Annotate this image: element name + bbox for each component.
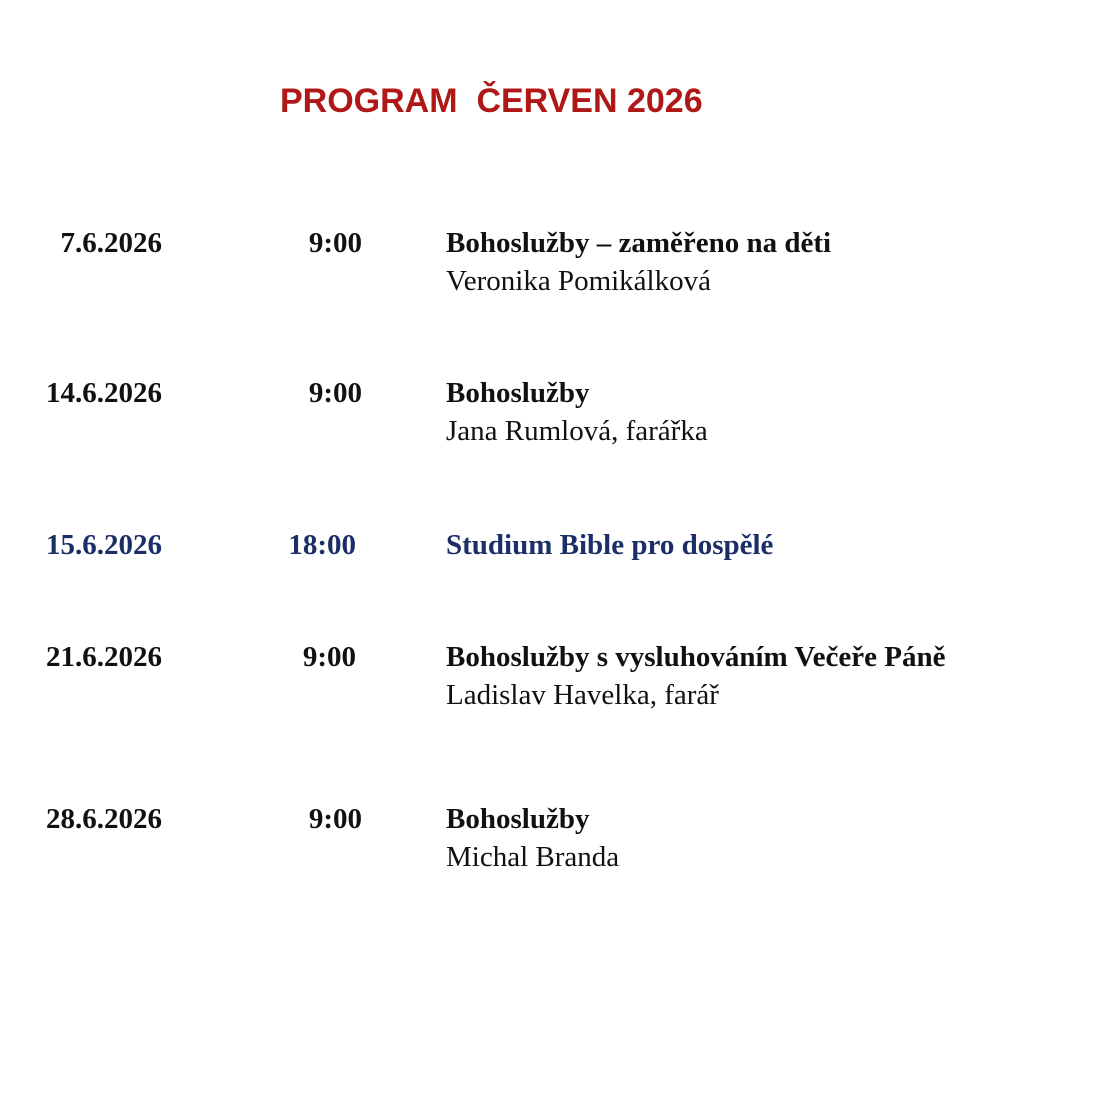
event-date: 7.6.2026 — [60, 227, 162, 259]
event-time: 18:00 — [288, 529, 356, 561]
event-name: Bohoslužby — [446, 377, 590, 409]
event-date: 15.6.2026 — [46, 529, 162, 561]
page-title: PROGRAM ČERVEN 2026 — [280, 82, 703, 120]
event-time: 9:00 — [308, 377, 362, 409]
event-date: 28.6.2026 — [46, 803, 162, 835]
event-person: Ladislav Havelka, farář — [446, 679, 719, 711]
event-name: Bohoslužby — [446, 803, 590, 835]
event-name: Studium Bible pro dospělé — [446, 529, 774, 561]
event-person: Jana Rumlová, farářka — [446, 415, 708, 447]
event-date: 14.6.2026 — [46, 377, 162, 409]
event-name: Bohoslužby s vysluhováním Večeře Páně — [446, 641, 946, 673]
event-time: 9:00 — [302, 641, 356, 673]
event-date: 21.6.2026 — [46, 641, 162, 673]
event-time: 9:00 — [308, 227, 362, 259]
event-person: Veronika Pomikálková — [446, 265, 711, 297]
event-name: Bohoslužby – zaměřeno na děti — [446, 227, 832, 259]
event-person: Michal Branda — [446, 841, 620, 873]
event-time: 9:00 — [308, 803, 362, 835]
